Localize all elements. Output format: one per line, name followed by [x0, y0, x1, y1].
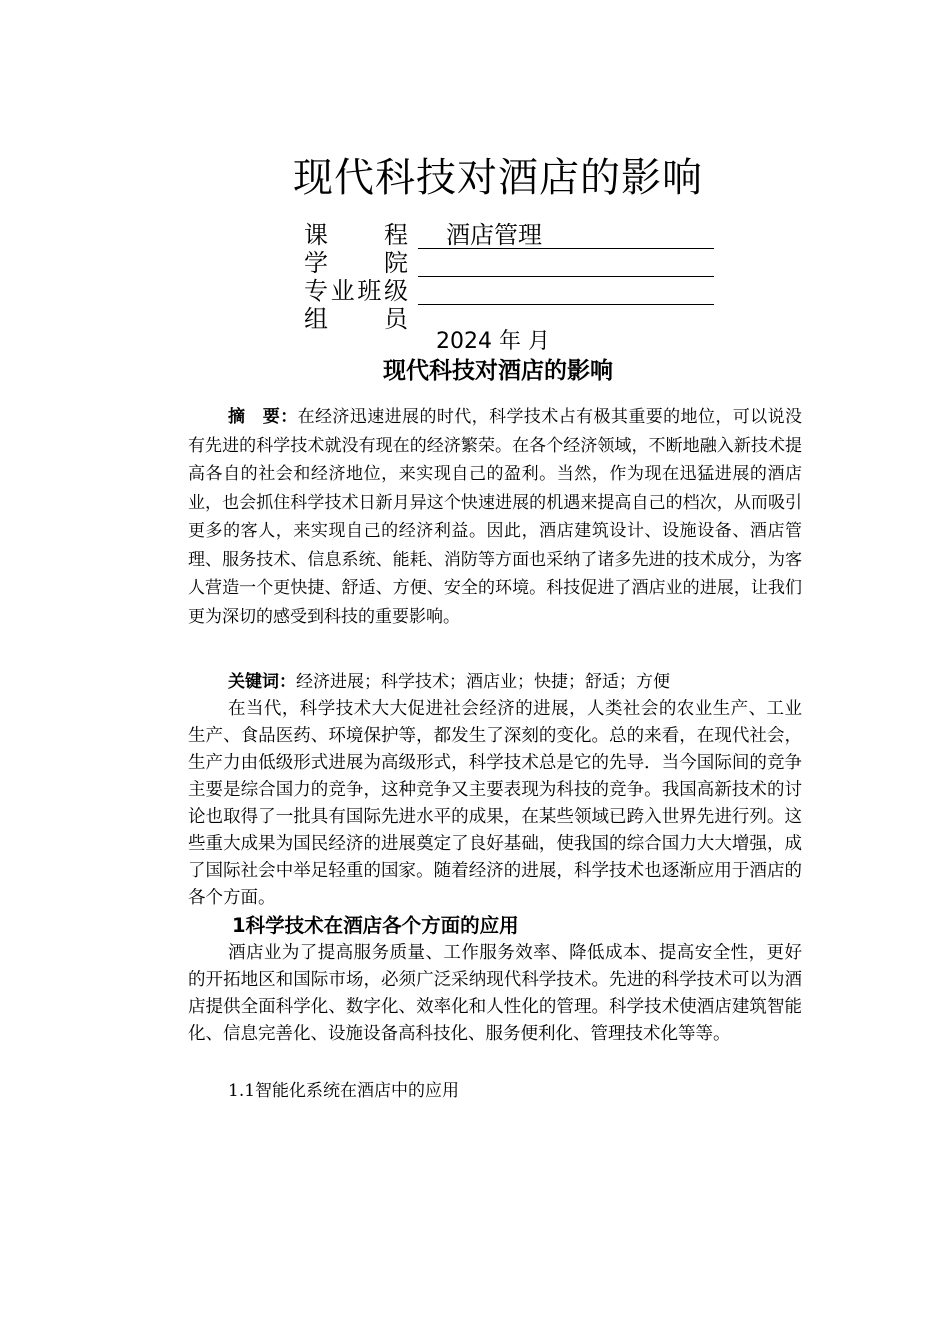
keywords-paragraph [188, 668, 802, 696]
class-field-label [304, 277, 408, 305]
class-field-line [418, 277, 714, 305]
field-label-char: 专 [304, 277, 328, 305]
field-label-char: 院 [384, 249, 408, 277]
abstract-text: 在经济迅速进展的时代，科学技术占有极其重要的地位，可以说没有先进的科学技术就没有现在的经济繁荣。在各个经济领域，不断地融入新技术提高各自的社会和经济地位，来实现自己的盈利。当然，作为现在迅猛进展的酒店业，也会抓住科学技术日新月异这个快速进展的机遇来提高自己的档次，从而吸引更多的客人，来实现自己的经济利益。因此，酒店建筑设计、设施设备、酒店管理、服务技术、信息系统、能耗、消防等方面也采纳了诸多先进的技术成分，为客人营造一个更快捷、舒适、方便、安全的环境。科技促进了酒店业的进展，让我们更为深切的感受到科技的重要影响。 [188, 407, 802, 627]
abstract-paragraph [188, 403, 802, 631]
field-label-char: 学 [304, 249, 328, 277]
cover-date: 2024 年 月 [436, 329, 550, 354]
document-title: 现代科技对酒店的影响 [293, 155, 703, 201]
subsection-heading: 1.1智能化系统在酒店中的应用 [228, 1081, 460, 1101]
article-title: 现代科技对酒店的影响 [383, 358, 613, 384]
keywords-text: 经济进展；科学技术；酒店业；快捷；舒适；方便 [296, 672, 670, 692]
field-label-char: 组 [304, 305, 328, 333]
field-label-char: 班 [357, 277, 382, 305]
members-field-label [304, 305, 408, 333]
section-heading: 1科学技术在酒店各个方面的应用 [232, 914, 519, 937]
field-label-char: 业 [330, 277, 355, 305]
field-label-char: 课 [304, 221, 328, 249]
college-field-label [304, 249, 408, 277]
abstract-label: 摘 要： [228, 407, 298, 427]
college-field-line [418, 249, 714, 277]
section-paragraph: 酒店业为了提高服务质量、工作服务效率、降低成本、提高安全性，更好的开拓地区和国际市场，必须广泛采纳现代科学技术。先进的科学技术可以为酒店提供全面科学化、数字化、效率化和人性化的管理。科学技术使酒店建筑智能化、信息完善化、设施设备高科技化、服务便利化、管理技术化等等。 [188, 943, 802, 1044]
field-label-char: 程 [384, 221, 408, 249]
intro-paragraph: 在当代，科学技术大大促进社会经济的进展，人类社会的农业生产、工业生产、食品医药、环境保护等，都发生了深刻的变化。总的来看，在现代社会，生产力由低级形式进展为高级形式，科学技术总是它的先导．当今国际间的竞争主要是综合国力的竞争，这种竞争又主要表现为科技的竞争。我国高新技术的讨论也取得了一批具有国际先进水平的成果，在某些领域已跨入世界先进行列。这些重大成果为国民经济的进展奠定了良好基础，使我国的综合国力大大增强，成了国际社会中举足轻重的国家。随着经济的进展，科学技术也逐渐应用于酒店的各个方面。 [188, 699, 802, 908]
course-field-value: 酒店管理 [446, 221, 542, 249]
course-field-line [418, 221, 714, 249]
course-field-label [304, 221, 408, 249]
field-label-char: 级 [383, 277, 408, 305]
field-label-char: 员 [384, 305, 408, 333]
keywords-label: 关键词： [228, 672, 296, 692]
